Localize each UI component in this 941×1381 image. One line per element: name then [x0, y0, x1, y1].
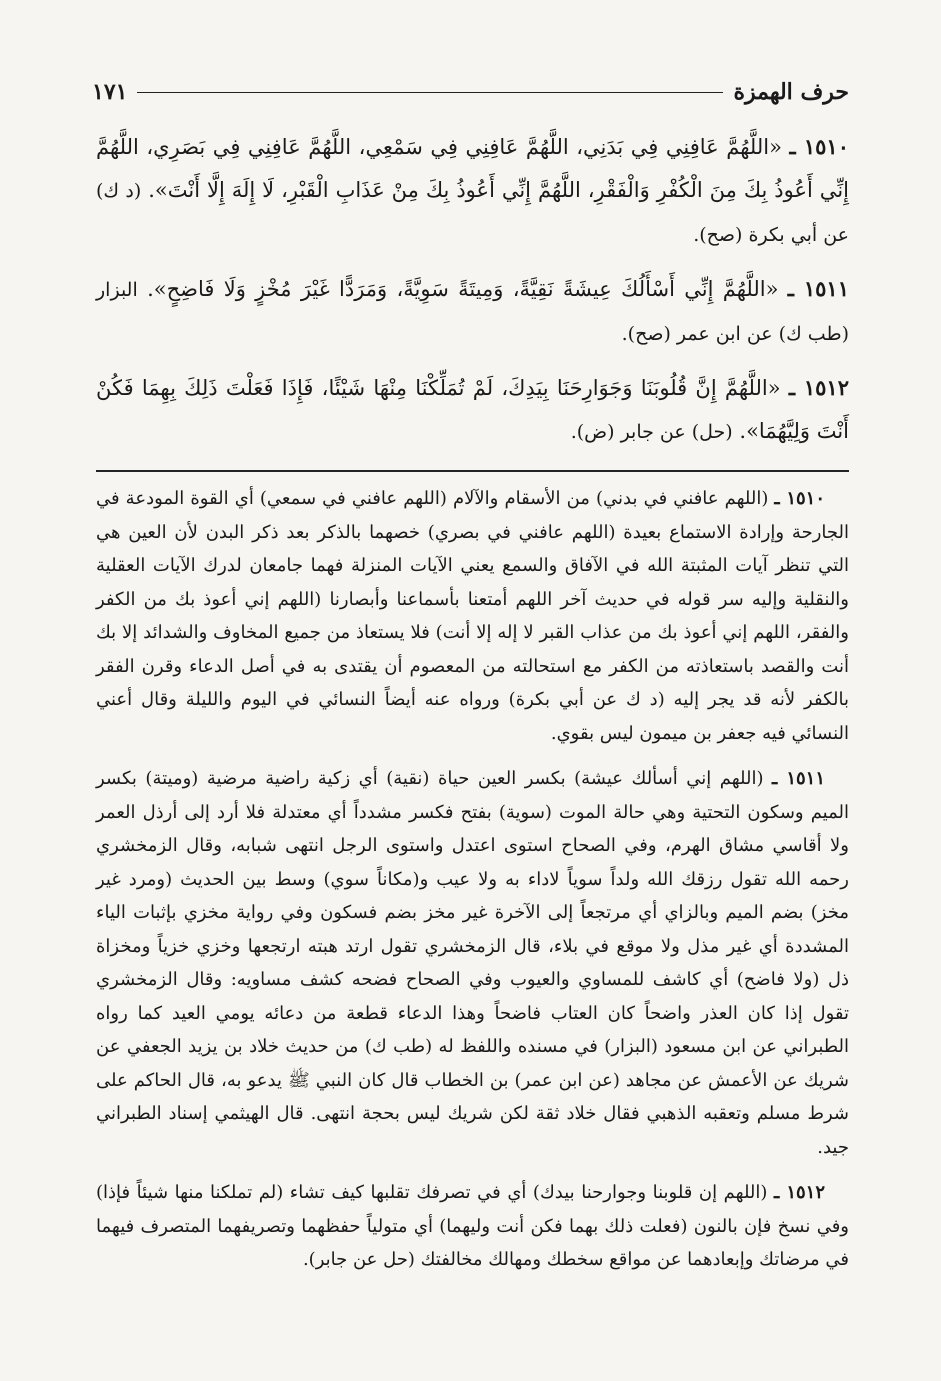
hadith-text: «اللَّهُمَّ إِنَّ قُلُوبَنَا وَجَوَارِحَنَا بِيَدِكَ، لَمْ تُمَلِّكْنَا مِنْهَا شَيْئًا، فَإِذَا فَعَلْتَ ذَلِكَ بِهِمَا فَكُنْ أَنْتَ وَلِيَّهُمَا».	[96, 376, 849, 443]
commentary-number: ١٥١٠ ـ	[774, 488, 825, 509]
hadith-entry	[96, 125, 849, 257]
hadith-number: ١٥١٠ ـ	[789, 134, 849, 159]
page-number: ١٧١	[92, 79, 128, 105]
footnote-divider	[96, 470, 849, 472]
hadith-number: ١٥١١ ـ	[787, 276, 849, 301]
page-header	[92, 72, 849, 112]
commentary-number: ١٥١١ ـ	[772, 768, 825, 789]
hadith-section	[96, 125, 849, 464]
hadith-source: (د ك) عن أبي بكرة (صح).	[96, 180, 849, 246]
hadith-text: «اللَّهُمَّ عَافِنِي فِي بَدَنِي، اللَّهُمَّ عَافِنِي فِي سَمْعِي، اللَّهُمَّ عَافِنِي فِي بَصَرِي، اللَّهُمَّ إِنِّي أَعُوذُ بِكَ مِنَ الْكُفْرِ وَالْفَقْرِ، اللَّهُمَّ إِنِّي أَعُوذُ بِكَ مِنْ عَذَابِ الْقَبْرِ، لَا إِلَهَ إِلَّا أَنْتَ».	[96, 135, 849, 202]
hadith-source: البزار (طب ك) عن ابن عمر (صح).	[96, 279, 849, 345]
commentary-number: ١٥١٢ ـ	[773, 1182, 825, 1203]
commentary-entry	[96, 1176, 849, 1277]
header-rule	[137, 92, 723, 93]
hadith-entry	[96, 267, 849, 356]
commentary-text: (اللهم إن قلوبنا وجوارحنا بيدك) أي في تصرفك تقلبها كيف تشاء (لم تملكنا منها شيئاً فإذا) وفي نسخ فإن بالنون (فعلت ذلك بهما فكن أنت وليهما) أي متولياً حفظهما وتصريفهما المتصرف فيهما في مرضاتك وإبعادهما عن مواقع سخطك ومهالك مخالفتك (حل عن جابر).	[96, 1182, 849, 1270]
hadith-source: (حل) عن جابر (ض).	[570, 421, 733, 443]
commentary-entry	[96, 762, 849, 1164]
commentary-section	[96, 482, 849, 1289]
hadith-text: «اللَّهُمَّ إِنِّي أَسْأَلُكَ عِيشَةً نَقِيَّةً، وَمِيتَةً سَوِيَّةً، وَمَرَدًّا غَيْرَ مُخْزٍ وَلَا فَاضِحٍ».	[147, 277, 779, 301]
commentary-text: (اللهم عافني في بدني) من الأسقام والآلام (اللهم عافني في سمعي) أي القوة المودعة في الجارحة وإرادة الاستماع بعيدة (اللهم عافني في بصري) خصهما بالذكر بعد ذكر البدن لأن العين هي التي تنظر آيات المثبتة الله في الآفاق والسمع يعني الآيات المنزلة فهما جامعان لدرك الآيات العقلية والنقلية وإليه سر قوله في حديث آخر اللهم أمتعنا بأسماعنا وأبصارنا (اللهم إني أعوذ بك من الكفر والفقر، اللهم إني أعوذ بك من عذاب القبر لا إله إلا أنت) فلا يستعاذ من جميع المخاوف والشدائد إلا بك أنت والقصد باستعاذته من الكفر مع استحالته من المعصوم أن يقتدى به في أصل الدعاء وقرن الفقر بالكفر لأنه قد يجر إليه (د ك عن أبي بكرة) ورواه عنه أيضاً النسائي في اليوم والليلة وقال أعني النسائي فيه جعفر بن ميمون ليس بقوي.	[96, 488, 849, 744]
hadith-entry	[96, 366, 849, 454]
commentary-text: (اللهم إني أسألك عيشة) بكسر العين حياة (نقية) أي زكية راضية مرضية (وميتة) بكسر الميم وسكون التحتية وهي حالة الموت (سوية) بفتح فكسر مشدداً أي معتدلة فلا أرد إلى أرذل العمر ولا أقاسي مشاق الهرم، وفي الصحاح استوى اعتدل واستوى الرجل انتهى شبابه، وقال الزمخشري رحمه الله تقول رزقك الله ولداً سوياً لاداء به ولا عيب و(مكاناً سوي) وسط بين الحديث (ومرد غير مخز) بضم الميم وبالزاي أي مرتجعاً إلى الآخرة غير مخز بضم فسكون وفي رواية مخزي بإثبات الياء المشددة أي غير مذل ولا موقع في بلاء، قال الزمخشري تقول ارتد هبته ارتجعها وخزي خزياً ومخزاة ذل (ولا فاضح) أي كاشف للمساوي والعيوب وفي الصحاح فضحه كشف مساويه: وقال الزمخشري تقول إذا كان العذر واضحاً كان العتاب فاضحاً وهذا الدعاء قطعة من دعائه يومي العيد كما رواه الطبراني عن ابن مسعود (البزار) في مسنده واللفظ له (طب ك) من حديث خلاد بن يزيد الجعفي عن شريك عن الأعمش عن مجاهد (عن ابن عمر) بن الخطاب قال كان النبي ﷺ يدعو به، قال الحاكم على شرط مسلم وتعقبه الذهبي فقال خلاد ثقة لكن شريك ليس بحجة انتهى. قال الهيثمي إسناد الطبراني جيد.	[96, 768, 849, 1158]
hadith-number: ١٥١٢ ـ	[788, 375, 849, 400]
commentary-entry	[96, 482, 849, 750]
chapter-title: حرف الهمزة	[733, 79, 849, 105]
